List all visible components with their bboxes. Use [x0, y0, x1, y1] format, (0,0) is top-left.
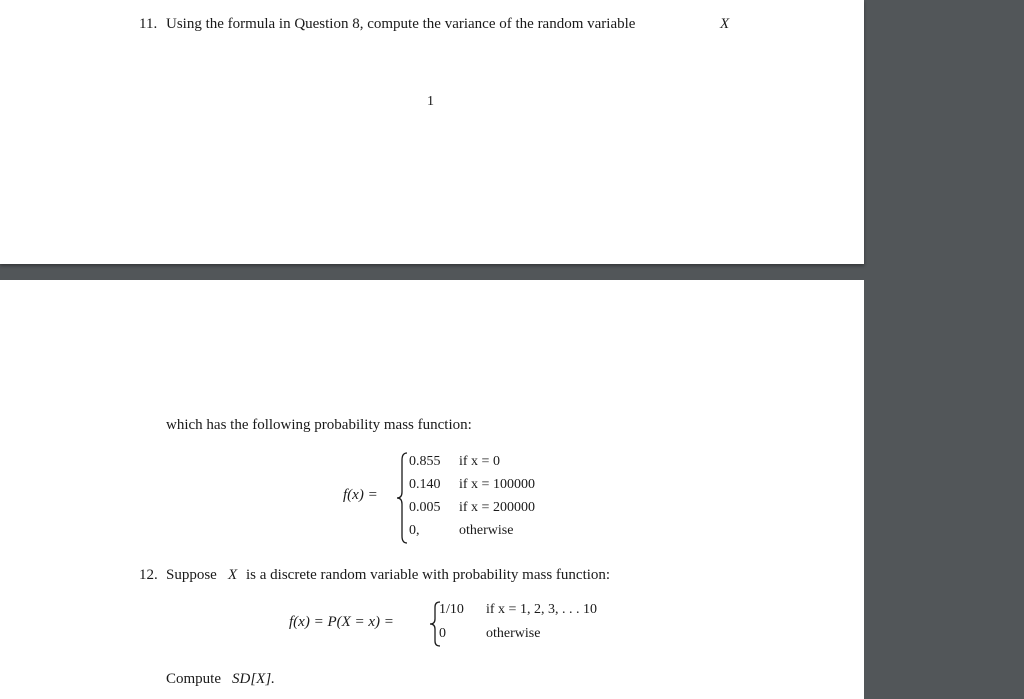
page-2	[0, 280, 864, 699]
pmf-1-lhs: f(x) =	[343, 487, 378, 503]
pmf-1-case-value: 0,	[409, 523, 420, 538]
compute-expression: SD[X].	[232, 671, 275, 687]
page-1	[0, 0, 864, 264]
pmf-1-case-condition: if x = 100000	[459, 477, 535, 492]
pmf-intro-text: which has the following probability mass function:	[166, 417, 472, 433]
question-11-text: Using the formula in Question 8, compute the variance of the random variable	[166, 16, 636, 32]
question-12-number: 12.	[139, 567, 158, 583]
pmf-1-case-value: 0.855	[409, 454, 441, 469]
pmf-2-lhs: f(x) = P(X = x) =	[289, 614, 394, 630]
pmf-2-case-value: 0	[439, 626, 446, 641]
pmf-2-case-condition: otherwise	[486, 626, 541, 641]
page-number: 1	[427, 94, 434, 109]
pmf-1-brace	[396, 452, 408, 544]
pmf-2-case-condition: if x = 1, 2, 3, . . . 10	[486, 602, 597, 617]
question-12-variable: X	[228, 567, 238, 583]
pmf-1-case-condition: if x = 0	[459, 454, 500, 469]
question-11-number: 11.	[139, 16, 158, 32]
pmf-1-case-value: 0.140	[409, 477, 441, 492]
question-11-variable: X	[720, 16, 730, 32]
question-12-text-before: Suppose	[166, 567, 217, 583]
pmf-2-case-value: 1/10	[439, 602, 464, 617]
compute-text: Compute	[166, 671, 221, 687]
pmf-1-case-condition: otherwise	[459, 523, 514, 538]
pmf-1-case-condition: if x = 200000	[459, 500, 535, 515]
pmf-1-case-value: 0.005	[409, 500, 441, 515]
question-12-text-after: is a discrete random variable with probability mass function:	[246, 567, 611, 583]
